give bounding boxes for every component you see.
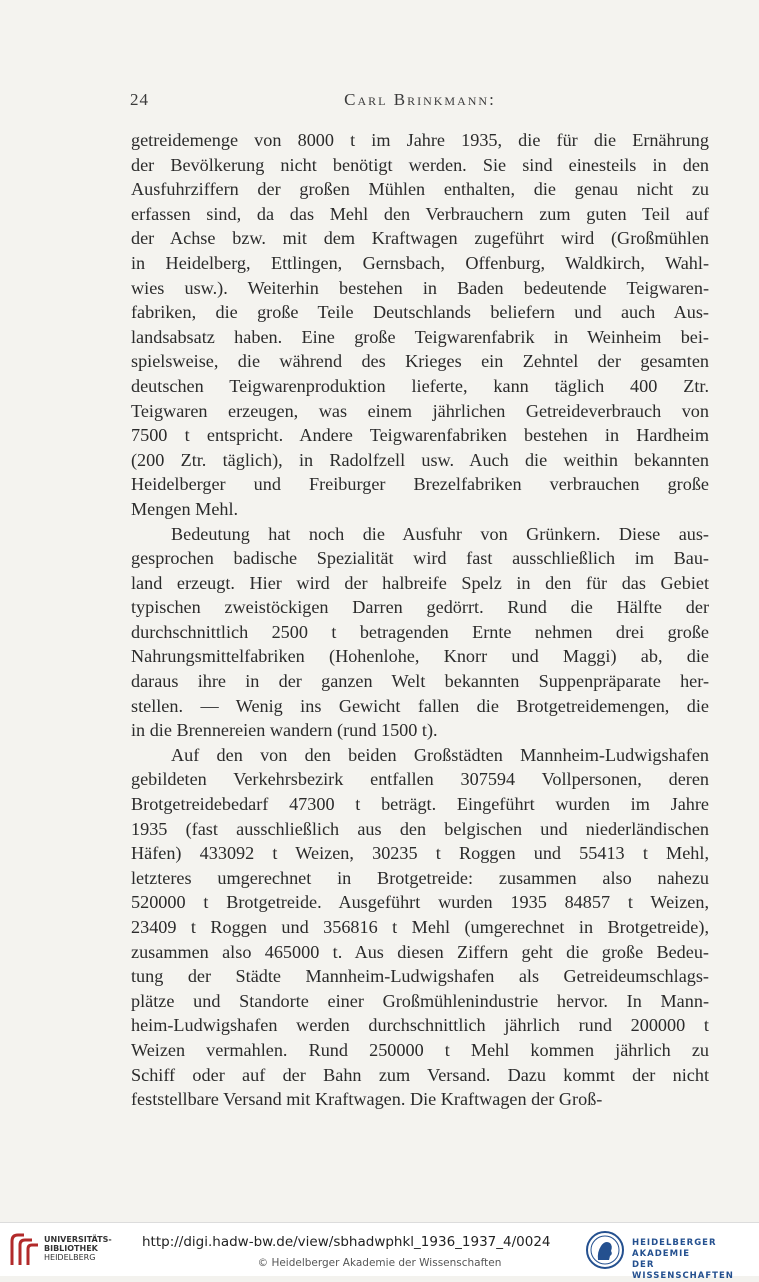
text-line: Teigwaren erzeugen, was einem jährlichen Getreideverbrauch von [131, 400, 709, 421]
text-line: letzteres umgerechnet in Brotgetreide: zusammen also nahezu [131, 867, 709, 888]
paragraph [131, 128, 709, 522]
text-line: Schiff oder auf der Bahn zum Versand. Dazu kommt der nicht [131, 1064, 709, 1085]
academy-line: HEIDELBERGER AKADEMIE [632, 1238, 717, 1259]
text-line: typischen zweistöckigen Darren gedörrt. Rund die Hälfte der [131, 597, 709, 618]
text-line: Heidelberger und Freiburger Brezelfabriken verbrauchen große [131, 474, 709, 495]
library-line: BIBLIOTHEK [44, 1244, 98, 1253]
permalink-url[interactable]: http://digi.hadw-bw.de/view/sbhadwphkl_1936_1937_4/0024 [142, 1234, 551, 1250]
text-line: spielsweise, die während des Krieges ein Zehntel der gesamten [131, 351, 709, 372]
viewer-footer [0, 1222, 759, 1281]
text-line: erfassen sind, da das Mehl den Verbrauchern zum guten Teil auf [131, 203, 709, 224]
text-line: 520000 t Brotgetreide. Ausgeführt wurden 1935 84857 t Weizen, [131, 892, 709, 913]
text-line: Ausfuhrziffern der großen Mühlen enthalten, die genau nicht zu [131, 179, 709, 200]
body-text [131, 128, 709, 1112]
text-line: plätze und Standorte einer Großmühlenindustrie hervor. In Mann- [131, 990, 709, 1011]
text-line: Bedeutung hat noch die Ausfuhr von Grünkern. Diese aus- [171, 523, 709, 544]
text-line: Mengen Mehl. [131, 498, 239, 519]
text-line: (200 Ztr. täglich), in Radolfzell usw. Auch die weithin bekannten [131, 449, 709, 470]
text-line: heim-Ludwigshafen werden durchschnittlich jährlich rund 200000 t [131, 1015, 709, 1036]
text-line: feststellbare Versand mit Kraftwagen. Die Kraftwagen der Groß- [131, 1089, 603, 1110]
text-line: 1935 (fast ausschließlich aus den belgischen und niederländischen [131, 818, 709, 839]
running-title: Carl Brinkmann: [344, 90, 496, 109]
text-line: gebildeten Verkehrsbezirk entfallen 307594 Vollpersonen, deren [131, 769, 709, 790]
text-line: in die Brennereien wandern (rund 1500 t). [131, 720, 438, 741]
text-line: zusammen also 465000 t. Aus diesen Ziffern geht die große Bedeu- [131, 941, 709, 962]
text-line: 7500 t entspricht. Andere Teigwarenfabriken bestehen in Hardheim [131, 425, 709, 446]
library-line: UNIVERSITÄTS- [44, 1235, 112, 1244]
academy-head-seal-icon [586, 1230, 624, 1270]
text-line: Nahrungsmittelfabriken (Hohenlohe, Knorr und Maggi) ab, die [131, 646, 709, 667]
text-line: fabriken, die große Teile Deutschlands beliefern und auch Aus- [131, 302, 709, 323]
text-line: Weizen vermahlen. Rund 250000 t Mehl kommen jährlich zu [131, 1039, 709, 1060]
text-line: der Achse bzw. mit dem Kraftwagen zugeführt wird (Großmühlen [131, 228, 709, 249]
text-line: Auf den von den beiden Großstädten Mannheim-Ludwigshafen [171, 744, 709, 765]
library-line: HEIDELBERG [44, 1253, 96, 1262]
text-line: Häfen) 433092 t Weizen, 30235 t Roggen und 55413 t Mehl, [131, 843, 709, 864]
academy-name [632, 1238, 759, 1282]
text-line: der Bevölkerung nicht benötigt werden. Sie sind einesteils in den [131, 154, 709, 175]
text-line: landsabsatz haben. Eine große Teigwarenfabrik in Weinheim bei- [131, 326, 709, 347]
paragraph [131, 522, 709, 743]
text-line: getreidemenge von 8000 t im Jahre 1935, die für die Ernährung [131, 130, 709, 150]
text-line: in Heidelberg, Ettlingen, Gernsbach, Offenburg, Waldkirch, Wahl- [131, 252, 709, 273]
text-line: tung der Städte Mannheim-Ludwigshafen als Getreideumschlags- [131, 966, 709, 987]
text-line: deutschen Teigwarenproduktion lieferte, kann täglich 400 Ztr. [131, 375, 709, 396]
academy-line: DER WISSENSCHAFTEN [632, 1260, 734, 1281]
text-line: gesprochen badische Spezialität wird fast ausschließlich im Bau- [131, 548, 709, 569]
paragraph [131, 743, 709, 1112]
page-header [130, 90, 710, 114]
text-line: daraus ihre in der ganzen Welt bekannten Suppenpräparate her- [131, 671, 709, 692]
page-number: 24 [130, 90, 149, 109]
text-line: stellen. — Wenig ins Gewicht fallen die Brotgetreidemengen, die [131, 695, 709, 716]
text-line: 23409 t Roggen und 356816 t Mehl (umgerechnet in Brotgetreide), [131, 917, 709, 937]
text-line: land erzeugt. Hier wird der halbreife Spelz in den für das Gebiet [131, 572, 709, 593]
text-line: wies usw.). Weiterhin bestehen in Baden bedeutende Teigwaren- [131, 277, 709, 298]
text-line: durchschnittlich 2500 t betragenden Ernte nehmen drei große [131, 621, 709, 642]
copyright-notice: © Heidelberger Akademie der Wissenschaften [257, 1257, 502, 1269]
text-line: Brotgetreidebedarf 47300 t beträgt. Eingeführt wurden im Jahre [131, 794, 709, 815]
